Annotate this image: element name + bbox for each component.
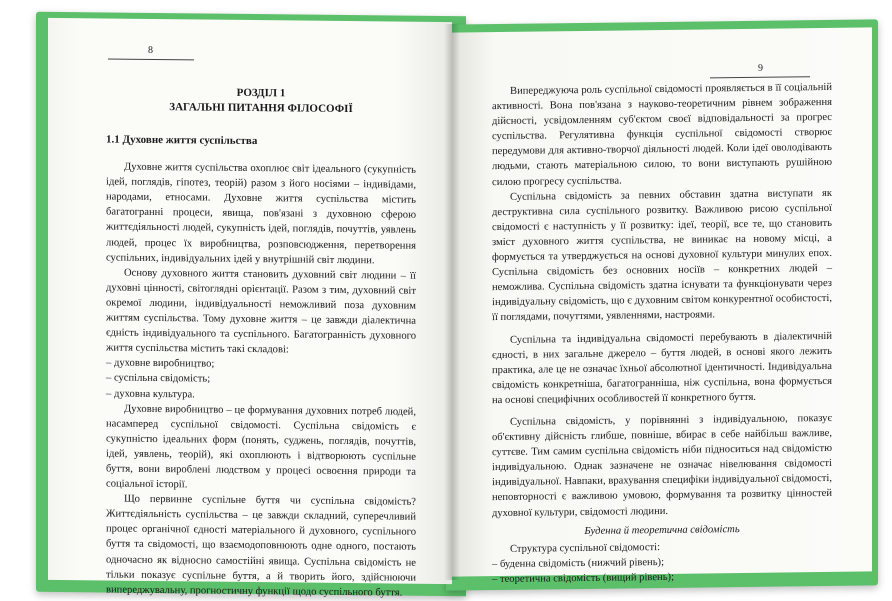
page-number-rule [108, 59, 194, 61]
paragraph: Суспільна свідомість за певних обставин здатна виступати як деструктивна сила суспільного розвитку. Важливою рисою суспільної свідомості є наступність у її розвитку: ідеї, теорії, все те, що становить зміст духовного життя суспільства, не виникає на новому місці, а формується та утверджується на основі духовної культури минулих епох. Суспільна свідомість без основних носіїв – конкретних людей – неможлива. Суспільна свідомість здатна існувати та функціонувати через індивідуальну свідомість, що є духовним світом конкурентної особистості, її поглядами, почуттями, уявленнями, настроями. [492, 187, 832, 324]
left-page [48, 18, 452, 599]
list-item: – духовне виробництво; [106, 357, 215, 370]
left-page-content [106, 84, 416, 600]
list-item: – суспільна свідомість; [106, 372, 211, 385]
paragraph: Випереджуюча роль суспільної свідомості проявляється в її соціальній активності. Вона пов'язана з науково-теоретичним рівнем зображення дійсності, усвідомленням суб'єктом своєї відповідальності за прогрес суспільства. Регулятивна функція суспільної свідомості створює передумови для активно-творчої діяльності людей. Коли ідеї оволодівають людьми, стають матеріальною силою, то вони виступають рушійною силою прогресу суспільства. [492, 81, 832, 188]
page-number: 8 [148, 44, 153, 56]
list-item: – духовна культура. [106, 387, 195, 400]
list-item: – теоретична свідомість (вищий рівень); [492, 571, 675, 585]
section-title: 1.1 Духовне життя суспільства [106, 133, 258, 148]
paragraph: Що первинне суспільне буття чи суспільна свідомість? Життєдіяльність суспільства – це завжди складний, суперечливий процес органічної єдності матеріального й духовного, суспільного буття та свідомості, що взаємодоповнюють одне одного, постають одночасно як відносно самостійні явища. Суспільна свідомість не тільки показує суспільне буття, а й творить його, здійснюючи випереджувальну, прогностичну функції щодо суспільного буття. [106, 493, 416, 599]
chapter-title: ЗАГАЛЬНІ ПИТАННЯ ФІЛОСОФІЇ [169, 101, 353, 116]
right-page-content [492, 80, 832, 587]
paragraph: Основу духовного життя становить духовний світ людини – її духовні цінності, світоглядні орієнтації. Разом з тим, духовний світ окремої людини, індивідуальності неможливий поза духовним життям суспільства. Тому духовне життя – це завжди діалектична єдність індивідуального та суспільного. Багатогранність духовного життя суспільства містить такі складові: [106, 267, 416, 356]
paragraph: Суспільна та індивідуальна свідомості перебувають в діалектичній єдності, в них загальне джерело – буття людей, в основі якого лежить практика, але це не означає їхньої абсолютної ідентичності. Індивідуальна свідомість конкретніша, багатогранніша, ніж суспільна, вона формується на основі специфічних особливостей її конкретного буття. [492, 330, 832, 406]
structure-intro: Структура суспільної свідомості: [510, 541, 661, 555]
list-item: – буденна свідомість (нижчий рівень); [492, 556, 665, 570]
book-gutter-shadow [444, 24, 460, 580]
paragraph: Духовне життя суспільства охоплює світ ідеального (сукупність ідей, поглядів, гіпотез, теорій) разом з його носіями – індивідами, народами, етносами. Духовне життя суспільства містить багатогранні процеси, явища, пов'язані з духовною сферою життєдіяльності людей, сукупність ідей, поглядів, почуттів, уявлень людей, процес їх виробництва, розповсюдження, перетворення суспільних, індивідуальних ідей у внутрішній світ людини. [106, 161, 416, 266]
right-page [452, 27, 872, 585]
chapter-label: РОЗДІЛ 1 [236, 86, 286, 100]
paragraph: Суспільна свідомість, у порівнянні з індивідуальною, показує об'єктивну дійсність глибше, повніше, вбирає в себе найбільш важливе, суттєве. Тим самим суспільна свідомість ніби підноситься над свідомістю індивідуальною. Однак зазначене не означає нівелювання свідомості індивідуальної. Навпаки, врахування специфіки індивідуальної свідомості, неповторності є важливою умовою, формування та розвитку цінностей духовної культури, свідомості людини. [492, 412, 832, 519]
subheading: Буденна й теоретична свідомість [584, 523, 740, 537]
page-number: 9 [758, 62, 763, 74]
paragraph: Духовне виробництво – це формування духовних потреб людей, насамперед суспільної свідомості. Суспільна свідомість є сукупністю ідеальних форм (понять, суджень, поглядів, почуттів, ідей, уявлень, теорій), які охоплюють і відтворюють суспільне буття, вони вироблені людством у процесі освоєння природи та соціальної історії. [106, 403, 416, 491]
page-number-rule [710, 76, 810, 78]
